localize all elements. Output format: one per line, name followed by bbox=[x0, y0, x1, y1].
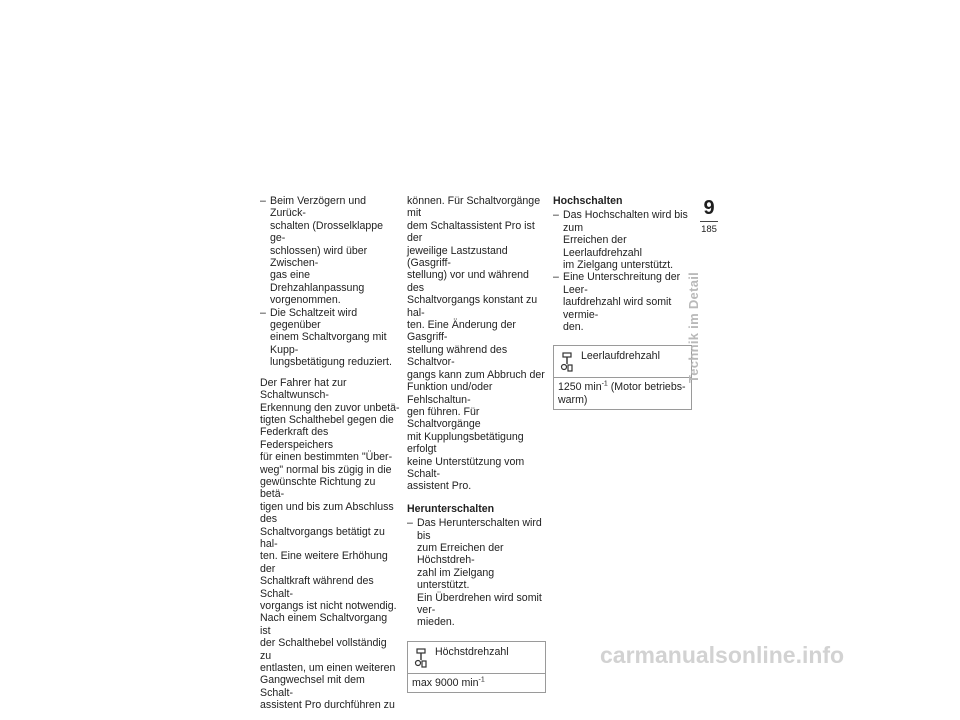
bullet-text: Beim Verzögern und Zurück- schalten (Drosselklappe ge- schlossen) wird über Zwischen- gas eine Drehzahlanpassung vorgenommen. bbox=[270, 195, 384, 307]
bullet-item: – Beim Verzögern und Zurück- schalten (Drosselklappe ge- schlossen) wird über Zwischen- gas eine Drehzahlanpassung vorgenommen. bbox=[260, 195, 384, 307]
spec-value: max 9000 $\min^{-1}$ bbox=[412, 676, 485, 689]
column-1 bbox=[260, 195, 400, 720]
section-heading-hochschalten: Hochschalten bbox=[553, 195, 623, 207]
chapter-marker bbox=[698, 198, 720, 236]
bullet-item: – Eine Unterschreitung der Leer- laufdrehzahl wird somit vermie- den. bbox=[553, 271, 681, 334]
spec-label: Leerlaufdrehzahl bbox=[581, 350, 660, 363]
bullet-text: Eine Unterschreitung der Leer- laufdrehzahl wird somit vermie- den. bbox=[563, 271, 681, 334]
watermark: carmanualsonline.info bbox=[600, 642, 845, 668]
chapter-divider bbox=[700, 221, 718, 222]
section-heading-herunterschalten: Herunterschalten bbox=[407, 502, 495, 515]
chapter-title: Technik im Detail bbox=[686, 271, 701, 383]
bullet-text: Die Schaltzeit wird gegenüber einem Schaltvorgang mit Kupp- lungsbetätigung reduziert. bbox=[270, 306, 392, 369]
spec-box-leerlaufdrehzahl bbox=[553, 345, 692, 410]
spec-header bbox=[554, 346, 691, 378]
bullet-item: – Das Hochschalten wird bis zum Erreichen der Leerlaufdrehzahl im Zielgang unterstützt. bbox=[553, 209, 688, 272]
column-3 bbox=[553, 195, 693, 410]
spec-box-hoechstdrehzahl bbox=[407, 641, 546, 693]
bullet-item: – Die Schaltzeit wird gegenüber einem Schaltvorgang mit Kupp- lungsbetätigung reduziert. bbox=[260, 306, 392, 369]
chapter-number: 9 bbox=[703, 197, 715, 219]
column-2 bbox=[407, 195, 547, 693]
wrench-gauge-icon bbox=[560, 352, 574, 372]
body-paragraph: Der Fahrer hat zur Schaltwunsch- Erkennung den zuvor unbetä- tigten Schalthebel gegen die Federkraft des Federspeichers für einen bestimmten "Über- weg" normal bis zügig in die gewünschte Richtung zu betä- tigen und bis zum Abschluss des Schaltvorgangs betätigt zu hal- ten. Eine weitere Erhöhung der Schaltkraft während des Schalt- vorgangs ist nicht notwendig. Nach einem Schaltvorgang ist der Schalthebel vollständig zu entlasten, um einen weiteren Gangwechsel mit dem Schalt- assistent Pro durchführen zu bbox=[260, 376, 400, 712]
page-number: 185 bbox=[701, 224, 717, 235]
spec-label: Höchstdrehzahl bbox=[435, 645, 509, 658]
bullet-item: – Das Herunterschalten wird bis zum Erreichen der Höchstdreh- zahl im Zielgang unterstützt. Ein Überdrehen wird somit ver- mieden. bbox=[407, 517, 542, 629]
bullet-text: Das Hochschalten wird bis zum Erreichen der Leerlaufdrehzahl im Zielgang unterstützt. bbox=[563, 209, 688, 272]
bullet-list bbox=[260, 195, 400, 369]
spec-value: 1250 $\min^{-1}$ (Motor betriebs-warm) bbox=[558, 380, 686, 406]
body-paragraph: können. Für Schaltvorgänge mit dem Schaltassistent Pro ist der jeweilige Lastzustand (Gasgriff- stellung) vor und während des Schaltvorgangs konstant zu hal- ten. Eine Änderung der Gasgriff- stellung während des Schaltvor- gangs kann zum Abbruch der Funktion und/oder Fehlschaltun- gen führen. Für Schaltvorgänge mit Kupplungsbetätigung erfolgt keine Unterstützung vom Schalt- assistent Pro. bbox=[407, 195, 545, 493]
spec-header bbox=[408, 642, 545, 674]
bullet-text: Das Herunterschalten wird bis zum Erreichen der Höchstdreh- zahl im Zielgang unterstützt. Ein Überdrehen wird somit ver- mieden. bbox=[417, 517, 542, 629]
wrench-gauge-icon bbox=[414, 648, 428, 668]
